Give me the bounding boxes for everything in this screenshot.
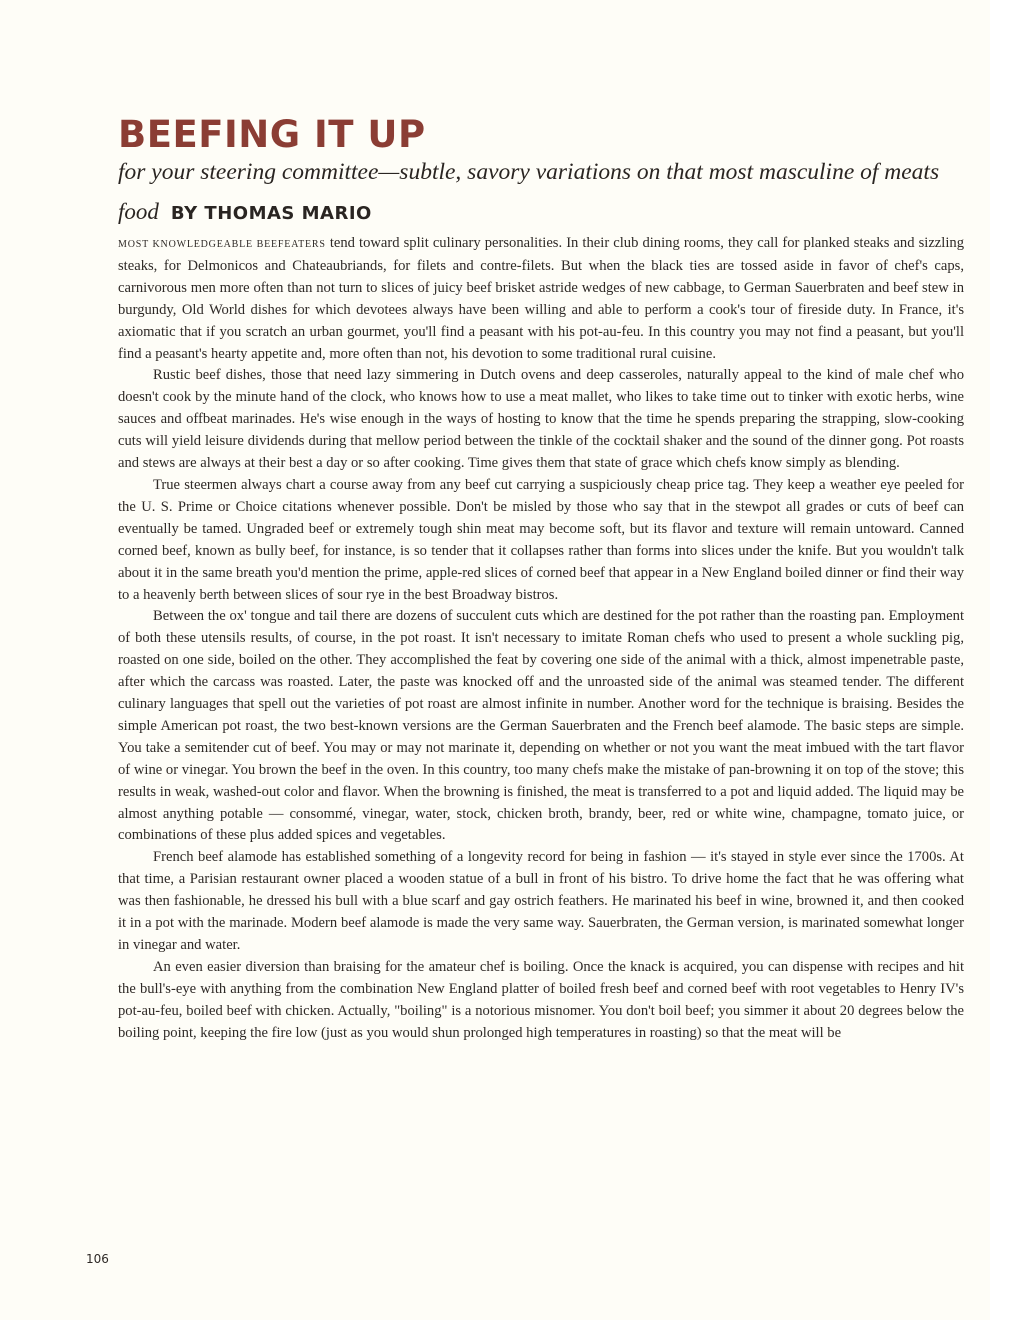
paragraph: True steermen always chart a course away from any beef cut carrying a suspiciously cheap price tag. They keep a weather eye peeled for the U. S. Prime or Choice citations whenever possible. Don't be misled by those who say that in the stewpot all grades or cuts of beef can eventually be tamed. Ungraded beef or extremely tough shin meat may become soft, but its flavor and texture will remain untoward. Canned corned beef, known as bully beef, for instance, is so tender that it collapses rather than forms into slices under the knife. But you wouldn't talk about it in the same breath you'd mention the prime, apple-red slices of corned beef that appear in a New England boiled dinner or find their way to a heavenly berth between slices of sour rye in the best Broadway bistros. — [118, 476, 964, 603]
byline — [118, 198, 372, 229]
paragraph: Between the ox' tongue and tail there are dozens of succulent cuts which are destined for the pot rather than the roasting pan. Employment of both these utensils results, of course, in the pot roast. It isn't necessary to imitate Roman chefs who used to present a whole suckling pig, roasted on one side, boiled on the other. They accomplished the feat by covering one side of the animal with a thick, almost impenetrable paste, after which the carcass was roasted. Later, the paste was knocked off and the unroasted side of the animal was steamed tender. The different culinary languages that spell out the varieties of pot roast are almost infinite in number. Another word for the technique is braising. Besides the simple American pot roast, the two best-known versions are the German Sauerbraten and the French beef alamode. The basic steps are simple. You take a semitender cut of beef. You may or may not marinate it, depending on whether or not you want the meat imbued with the tart flavor of wine or vinegar. You brown the beef in the oven. In this country, too many chefs make the mistake of pan-browning it on top of the stove; this results in weak, washed-out color and flavor. When the browning is finished, the meat is transferred to a pot and liquid added. The liquid may be almost anything potable — consommé, vinegar, water, stock, chicken broth, brandy, beer, red or white wine, champagne, tomato juice, or combinations of these plus added spices and vegetables. — [118, 608, 964, 844]
paragraph: An even easier diversion than braising for the amateur chef is boiling. Once the knack is acquired, you can dispense with recipes and hit the bull's-eye with anything from the combination New England platter of boiled fresh beef and corned beef with root vegetables to Henry IV's pot-au-feu, boiled beef with chicken. Actually, "boiling" is a notorious misnomer. You don't boil beef; you simmer it about 20 degrees below the boiling point, keeping the fire low (just as you would shun prolonged high temperatures in roasting) so that the meat will be — [118, 958, 964, 1041]
page-margin — [990, 0, 1020, 1320]
author-name: BY THOMAS MARIO — [170, 203, 372, 224]
paragraph-text: tend toward split culinary personalities. In their club dining rooms, they call for planked steaks and sizzling steaks, for Delmonicos and Chateaubriands, for filets and contre-filets. But when the black ties are tossed aside in favor of chef's caps, carnivorous men more often than not turn to slices of juicy beef brisket astride wedges of new cabbage, to German Sauerbraten and beef stew in burgundy, Old World dishes for which devotees always have been willing and able to perform a cook's tour of fireside duty. In France, it's axiomatic that if you scratch an urban gourmet, you'll find a peasant with his pot-au-feu. In this country you may not find a peasant, but you'll find a peasant's hearty appetite and, more often than not, his devotion to some traditional rural cuisine. — [118, 235, 964, 362]
article-title: BEEFING IT UP — [118, 113, 426, 156]
page-number: 106 — [86, 1252, 109, 1266]
article-subtitle: for your steering committee—subtle, savory variations on that most masculine of meats — [118, 159, 940, 185]
paragraph: Rustic beef dishes, those that need lazy simmering in Dutch ovens and deep casseroles, naturally appeal to the kind of male chef who doesn't cook by the minute hand of the clock, who knows how to use a meat mallet, who likes to take time out to tinker with exotic herbs, wine sauces and offbeat marinades. He's wise enough in the ways of hosting to know that the time he spends preparing the strapping, slow-cooking cuts will yield leisure dividends during that mellow period between the tinkle of the cocktail shaker and the sound of the dinner gong. Pot roasts and stews are always at their best a day or so after cooking. Time gives them that state of grace which chefs know simply as blending. — [118, 367, 964, 472]
lead-in-small-caps: MOST KNOWLEDGEABLE BEEFEATERS — [118, 239, 326, 250]
paragraph: French beef alamode has established something of a longevity record for being in fashion — it's stayed in style ever since the 1700s. At that time, a Parisian restaurant owner placed a wooden statue of a bull in front of his bistro. To drive home the fact that he was offering what was then fashionable, he dressed his bull with a blue scarf and gay ostrich feathers. He marinated his beef in wine, browned it, and then cooked it in a pot with the marinade. Modern beef alamode is made the very same way. Sauerbraten, the German version, is marinated somewhat longer in vinegar and water. — [118, 849, 964, 953]
department-label: food — [118, 199, 159, 224]
paragraph — [118, 233, 964, 365]
article-body — [118, 233, 964, 1045]
